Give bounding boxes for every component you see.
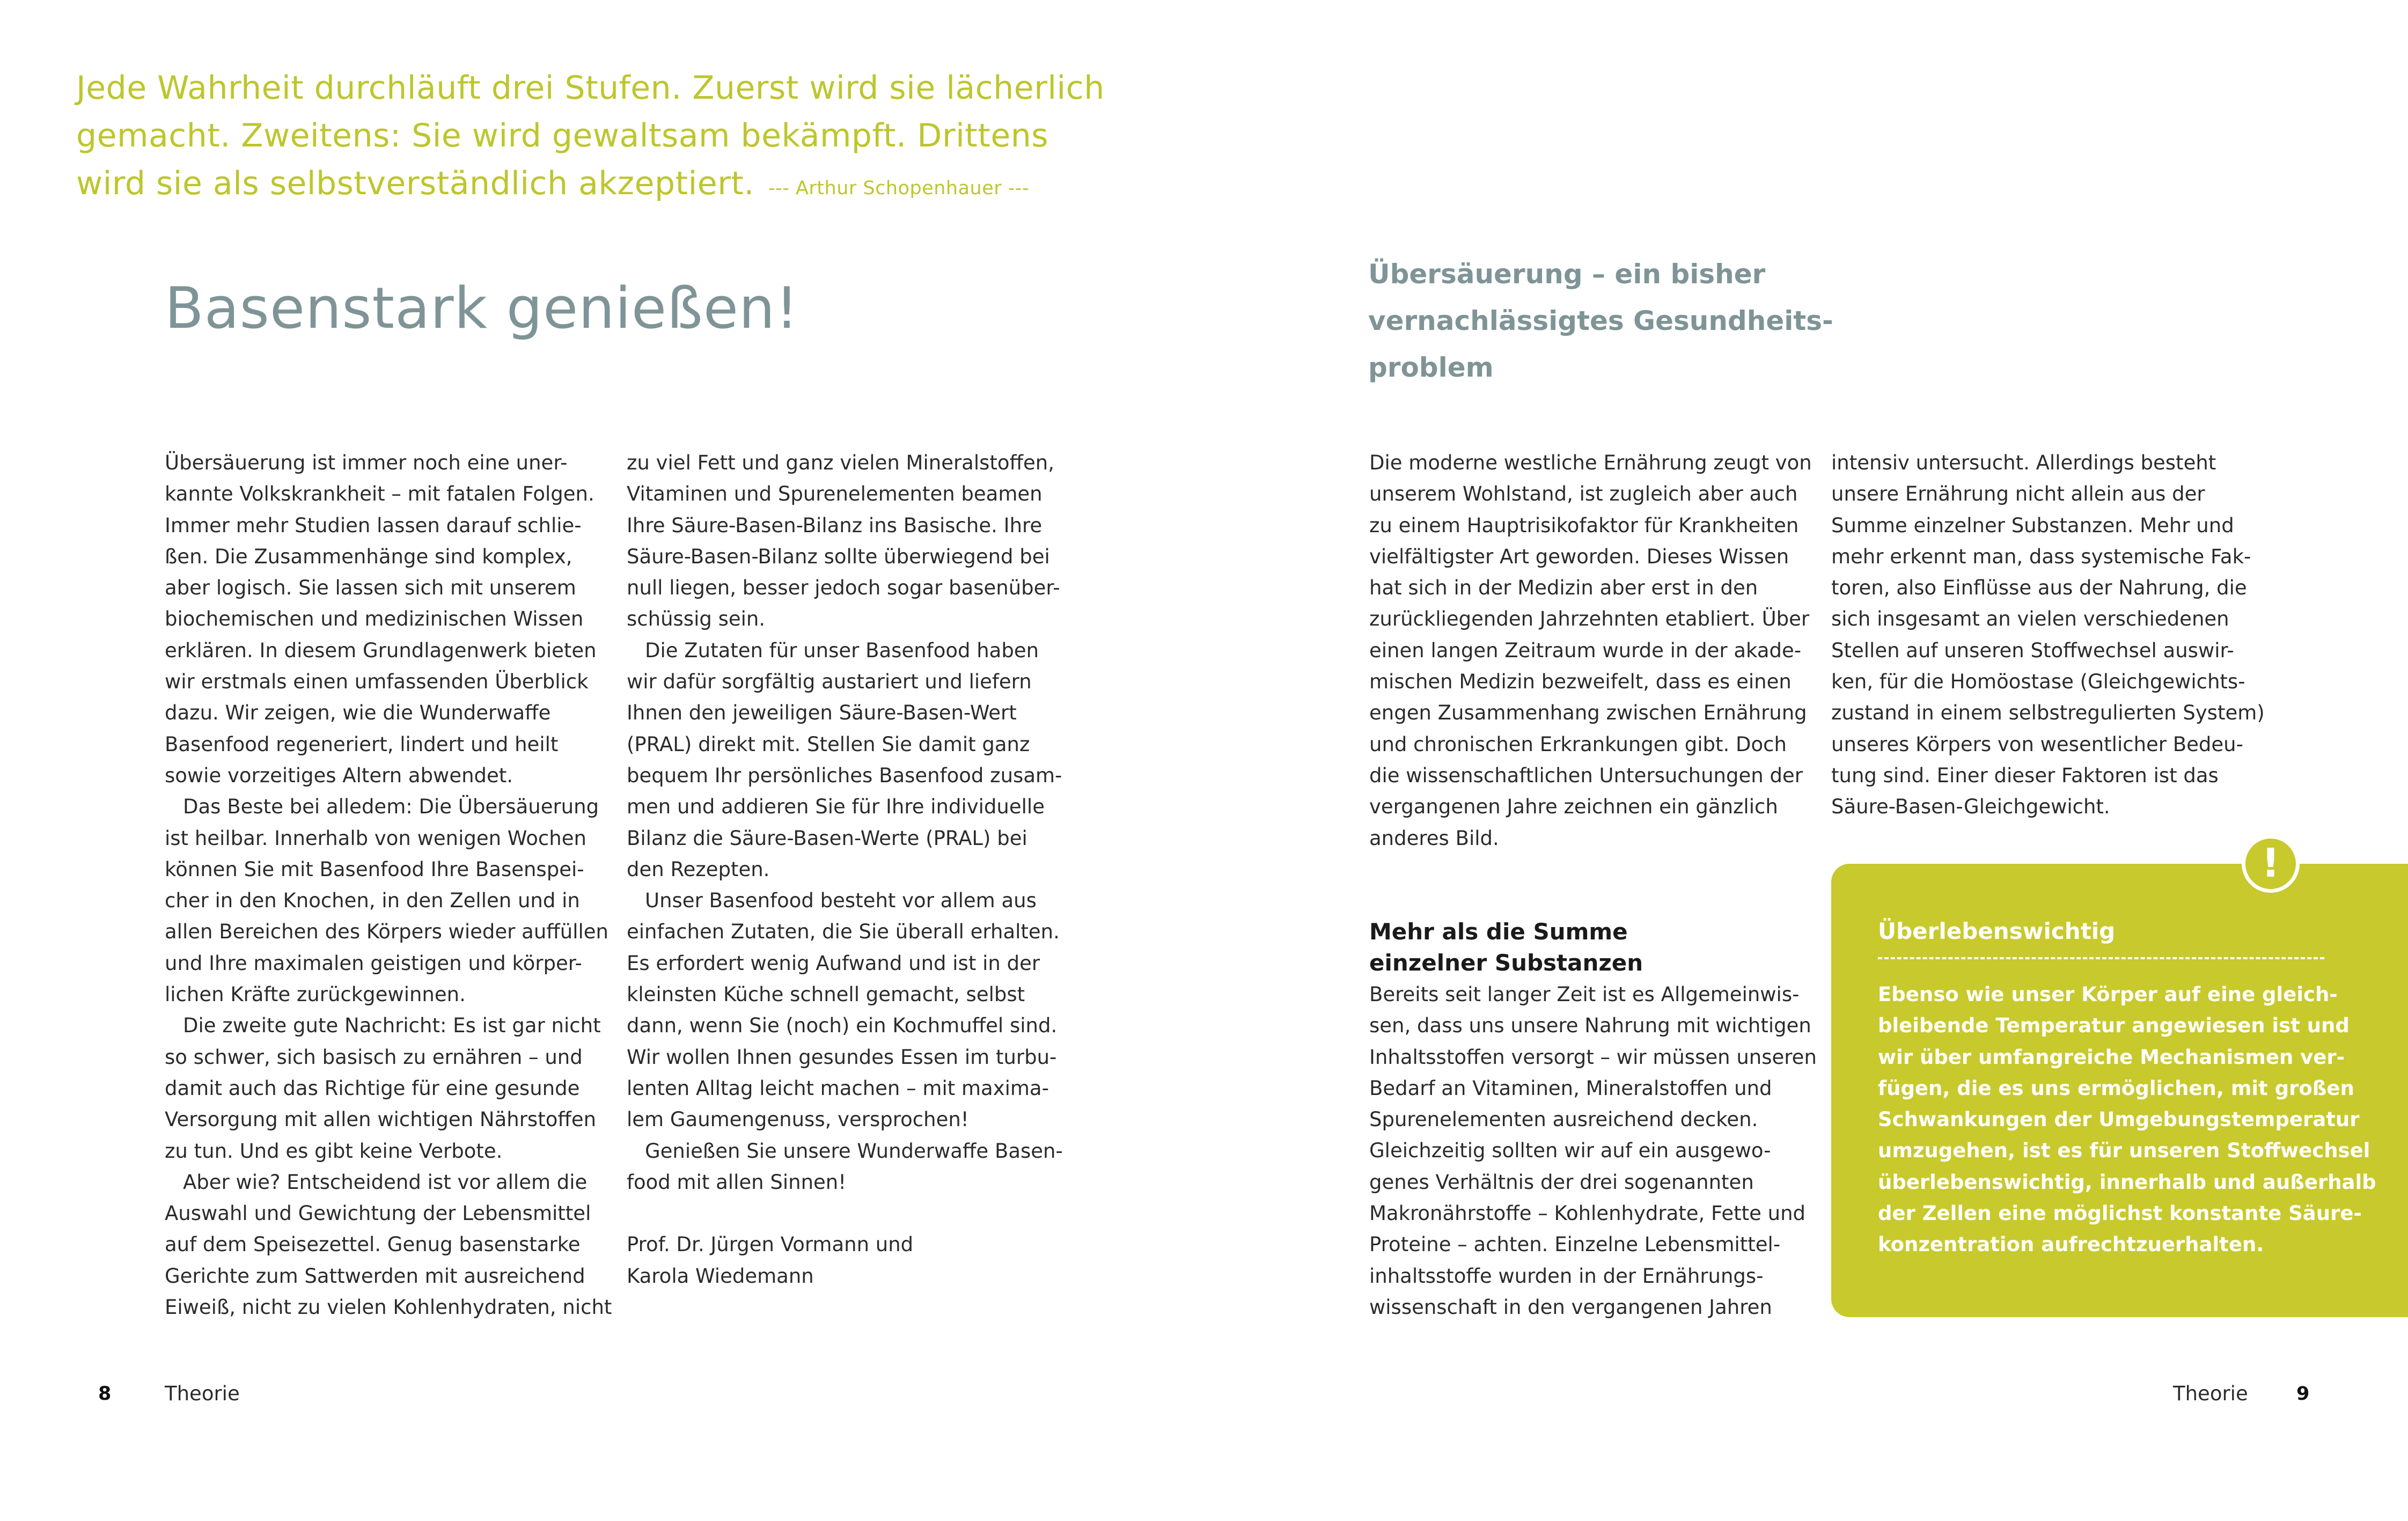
text-line: unserem Wohlstand, ist zugleich aber auch [1369,482,1798,506]
text-column-3-continued [1369,979,1817,1323]
text-line: mischen Medizin bezweifelt, dass es einen [1369,670,1792,694]
text-line: Genießen Sie unsere Wunderwaffe Basen- [645,1139,1063,1163]
text-line: Ihnen den jeweiligen Säure-Basen-Wert [627,701,1017,725]
text-line: ist heilbar. Innerhalb von wenigen Wochen [165,826,586,850]
text-line: Säure-Basen-Bilanz sollte überwiegend bei [627,545,1050,568]
text-line [627,1198,1045,1229]
text-line: Es erfordert wenig Aufwand und ist in der [627,951,1040,975]
text-line: einen langen Zeitraum wurde in der akade- [1369,638,1802,662]
text-line: die wissenschaftlichen Untersuchungen der [1369,763,1803,787]
text-line: inhaltsstoffe wurden in der Ernährungs- [1369,1264,1764,1288]
text-line: Summe einzelner Substanzen. Mehr und [1831,513,2234,537]
text-line: Säure-Basen-Gleichgewicht. [1831,795,2110,819]
text-line: aber logisch. Sie lassen sich mit unserem [165,576,576,600]
text-line: Basenfood regeneriert, lindert und heilt [165,732,559,756]
text-column-2 [627,447,1063,1292]
text-line: sen, dass uns unsere Nahrung mit wichtigen [1369,1014,1811,1038]
text-line: genes Verhältnis der drei sogenannten [1369,1170,1754,1194]
section-title: Übersäuerung – ein bisher vernachlässigtes Gesundheits- problem [1368,259,1833,383]
text-line: Die zweite gute Nachricht: Es ist gar nicht [183,1014,601,1038]
text-line: (PRAL) direkt mit. Stellen Sie damit ganz [627,732,1030,756]
text-line: Ihre Säure-Basen-Bilanz ins Basische. Ihre [627,513,1043,537]
text-line: Stellen auf unseren Stoffwechsel auswir- [1831,638,2234,662]
text-line: wir erstmals einen umfassenden Überblick [165,670,589,694]
text-line: kannte Volkskrankheit – mit fatalen Folgen. [165,482,594,506]
page-number-right: 9 [2296,1383,2310,1405]
text-line: ken, für die Homöostase (Gleichgewichts- [1831,670,2245,694]
quote-line: Jede Wahrheit durchläuft drei Stufen. Zuerst wird sie lächerlich [76,69,1105,107]
footer-section-right: Theorie [2173,1382,2248,1405]
text-line: lem Gaumengenuss, versprochen! [627,1108,969,1131]
text-line: und Ihre maximalen geistigen und körper- [165,951,582,975]
text-column-4 [1831,447,2265,823]
text-line: lichen Kräfte zurückgewinnen. [165,983,466,1006]
text-line: food mit allen Sinnen! [627,1170,847,1194]
text-line: Unser Basenfood besteht vor allem aus [645,889,1037,913]
text-line: kleinsten Küche schnell gemacht, selbst [627,983,1025,1006]
text-line: vergangenen Jahre zeichnen ein gänzlich [1369,795,1778,819]
text-line: dann, wenn Sie (noch) ein Kochmuffel sind. [627,1014,1058,1038]
text-line: ßen. Die Zusammenhänge sind komplex, [165,545,572,568]
text-line: Vitaminen und Spurenelementen beamen [627,482,1043,506]
text-line: wir dafür sorgfältig austariert und liefern [627,670,1032,694]
text-line: Die Zutaten für unser Basenfood haben [645,638,1039,662]
text-line: Aber wie? Entscheidend ist vor allem die [183,1170,588,1194]
text-line: toren, also Einflüsse aus der Nahrung, die [1831,576,2247,600]
text-line: so schwer, sich basisch zu ernähren – und [165,1045,583,1069]
text-line: null liegen, besser jedoch sogar basenüber- [627,576,1060,600]
text-line: damit auch das Richtige für eine gesunde [165,1076,580,1100]
text-column-3 [1369,447,1812,854]
text-line: Makronährstoffe – Kohlenhydrate, Fette und [1369,1202,1806,1225]
quote-line: wird sie als selbstverständlich akzeptiert. --- Arthur Schopenhauer --- [76,165,1030,202]
text-column-1 [165,447,612,1323]
text-line: Bilanz die Säure-Basen-Werte (PRAL) bei [627,826,1027,850]
text-line: zustand in einem selbstregulierten System) [1831,701,2265,725]
text-line: Karola Wiedemann [627,1264,814,1288]
text-line: tung sind. Einer dieser Faktoren ist das [1831,763,2219,787]
text-line: erklären. In diesem Grundlagenwerk bieten [165,638,597,662]
text-line: engen Zusammenhang zwischen Ernährung [1369,701,1807,725]
text-line: zu einem Hauptrisikofaktor für Krankheiten [1369,513,1799,537]
info-box-title: Überlebenswichtig [1878,918,2116,944]
text-line: bequem Ihr persönliches Basenfood zusam- [627,763,1062,787]
text-line: sowie vorzeitiges Altern abwendet. [165,763,513,787]
text-line: Immer mehr Studien lassen darauf schlie- [165,513,582,537]
text-line: anderes Bild. [1369,826,1499,850]
text-line: schüssig sein. [627,607,766,631]
text-line: Übersäuerung ist immer noch eine uner- [165,451,568,474]
text-line: biochemischen und medizinischen Wissen [165,607,584,631]
text-line: zurückliegenden Jahrzehnten etabliert. Über [1369,607,1810,631]
text-line: hat sich in der Medizin aber erst in den [1369,576,1758,600]
text-line: dazu. Wir zeigen, wie die Wunderwaffe [165,701,551,725]
text-line: lenten Alltag leicht machen – mit maxima- [627,1076,1049,1100]
text-line: Spurenelementen ausreichend decken. [1369,1108,1758,1131]
page-number-left: 8 [98,1383,112,1405]
info-box-divider [1878,957,2324,959]
text-line: sich insgesamt an vielen verschiedenen [1831,607,2229,631]
text-line: Bedarf an Vitaminen, Mineralstoffen und [1369,1076,1772,1100]
text-line: Proteine – achten. Einzelne Lebensmittel- [1369,1233,1781,1257]
text-line: Gerichte zum Sattwerden mit ausreichend [165,1264,585,1288]
text-line: Inhaltsstoffen versorgt – wir müssen unseren [1369,1045,1817,1069]
footer-section-left: Theorie [165,1382,240,1405]
text-line: Die moderne westliche Ernährung zeugt von [1369,451,1812,474]
text-line: zu viel Fett und ganz vielen Mineralstoffen, [627,451,1055,474]
text-line: allen Bereichen des Körpers wieder auffüllen [165,920,608,944]
quote-attribution: --- Arthur Schopenhauer --- [768,178,1030,199]
text-line: auf dem Speisezettel. Genug basenstarke [165,1233,581,1257]
text-line: vielfältigster Art geworden. Dieses Wissen [1369,545,1789,568]
text-line: den Rezepten. [627,857,770,881]
text-line: einfachen Zutaten, die Sie überall erhalten. [627,920,1060,944]
text-line: wissenschaft in den vergangenen Jahren [1369,1295,1772,1319]
text-line: Bereits seit langer Zeit ist es Allgemeinwis- [1369,983,1800,1006]
text-line: Wir wollen Ihnen gesundes Essen im turbu- [627,1045,1057,1069]
text-line: können Sie mit Basenfood Ihre Basenspei- [165,857,584,881]
text-line: intensiv untersucht. Allerdings besteht [1831,451,2216,474]
text-line: zu tun. Und es gibt keine Verbote. [165,1139,503,1163]
text-line: cher in den Knochen, in den Zellen und in [165,889,580,913]
info-box-text: Ebenso wie unser Körper auf eine gleich- bleibende Temperatur angewiesen ist und wir über umfangreiche Mechanismen ver- fügen, die es uns ermöglichen, mit großen Schwankungen der Umgebungstemperatur umzugehen, ist es für unseren Stoffwechsel überlebenswichtig, innerhalb und außerhalb der Zellen eine möglichst konstante Säure- konzentration aufrechtzuerhalten. [1878,983,2376,1257]
text-line: Prof. Dr. Jürgen Vormann und [627,1233,914,1257]
text-line: Eiweiß, nicht zu vielen Kohlenhydraten, nicht [165,1296,612,1319]
text-line: mehr erkennt man, dass systemische Fak- [1831,545,2251,568]
text-line: und chronischen Erkrankungen gibt. Doch [1369,732,1787,756]
text-line: men und addieren Sie für Ihre individuelle [627,795,1045,819]
text-line: Versorgung mit allen wichtigen Nährstoffen [165,1108,597,1131]
text-line: unseres Körpers von wesentlicher Bedeu- [1831,732,2243,756]
text-line: unsere Ernährung nicht allein aus der [1831,482,2205,506]
text-line: Gleichzeitig sollten wir auf ein ausgewo- [1369,1139,1771,1163]
epigraph-quote [76,64,1105,212]
exclamation-icon: ! [2242,835,2300,893]
text-line: Auswahl und Gewichtung der Lebensmittel [165,1202,591,1225]
page-title: Basenstark genießen! [165,275,799,341]
subheading: Mehr als die Summe einzelner Substanzen [1369,919,1643,976]
quote-line: gemacht. Zweitens: Sie wird gewaltsam bekämpft. Drittens [76,117,1049,155]
text-line: Das Beste bei alledem: Die Übersäuerung [183,795,599,819]
